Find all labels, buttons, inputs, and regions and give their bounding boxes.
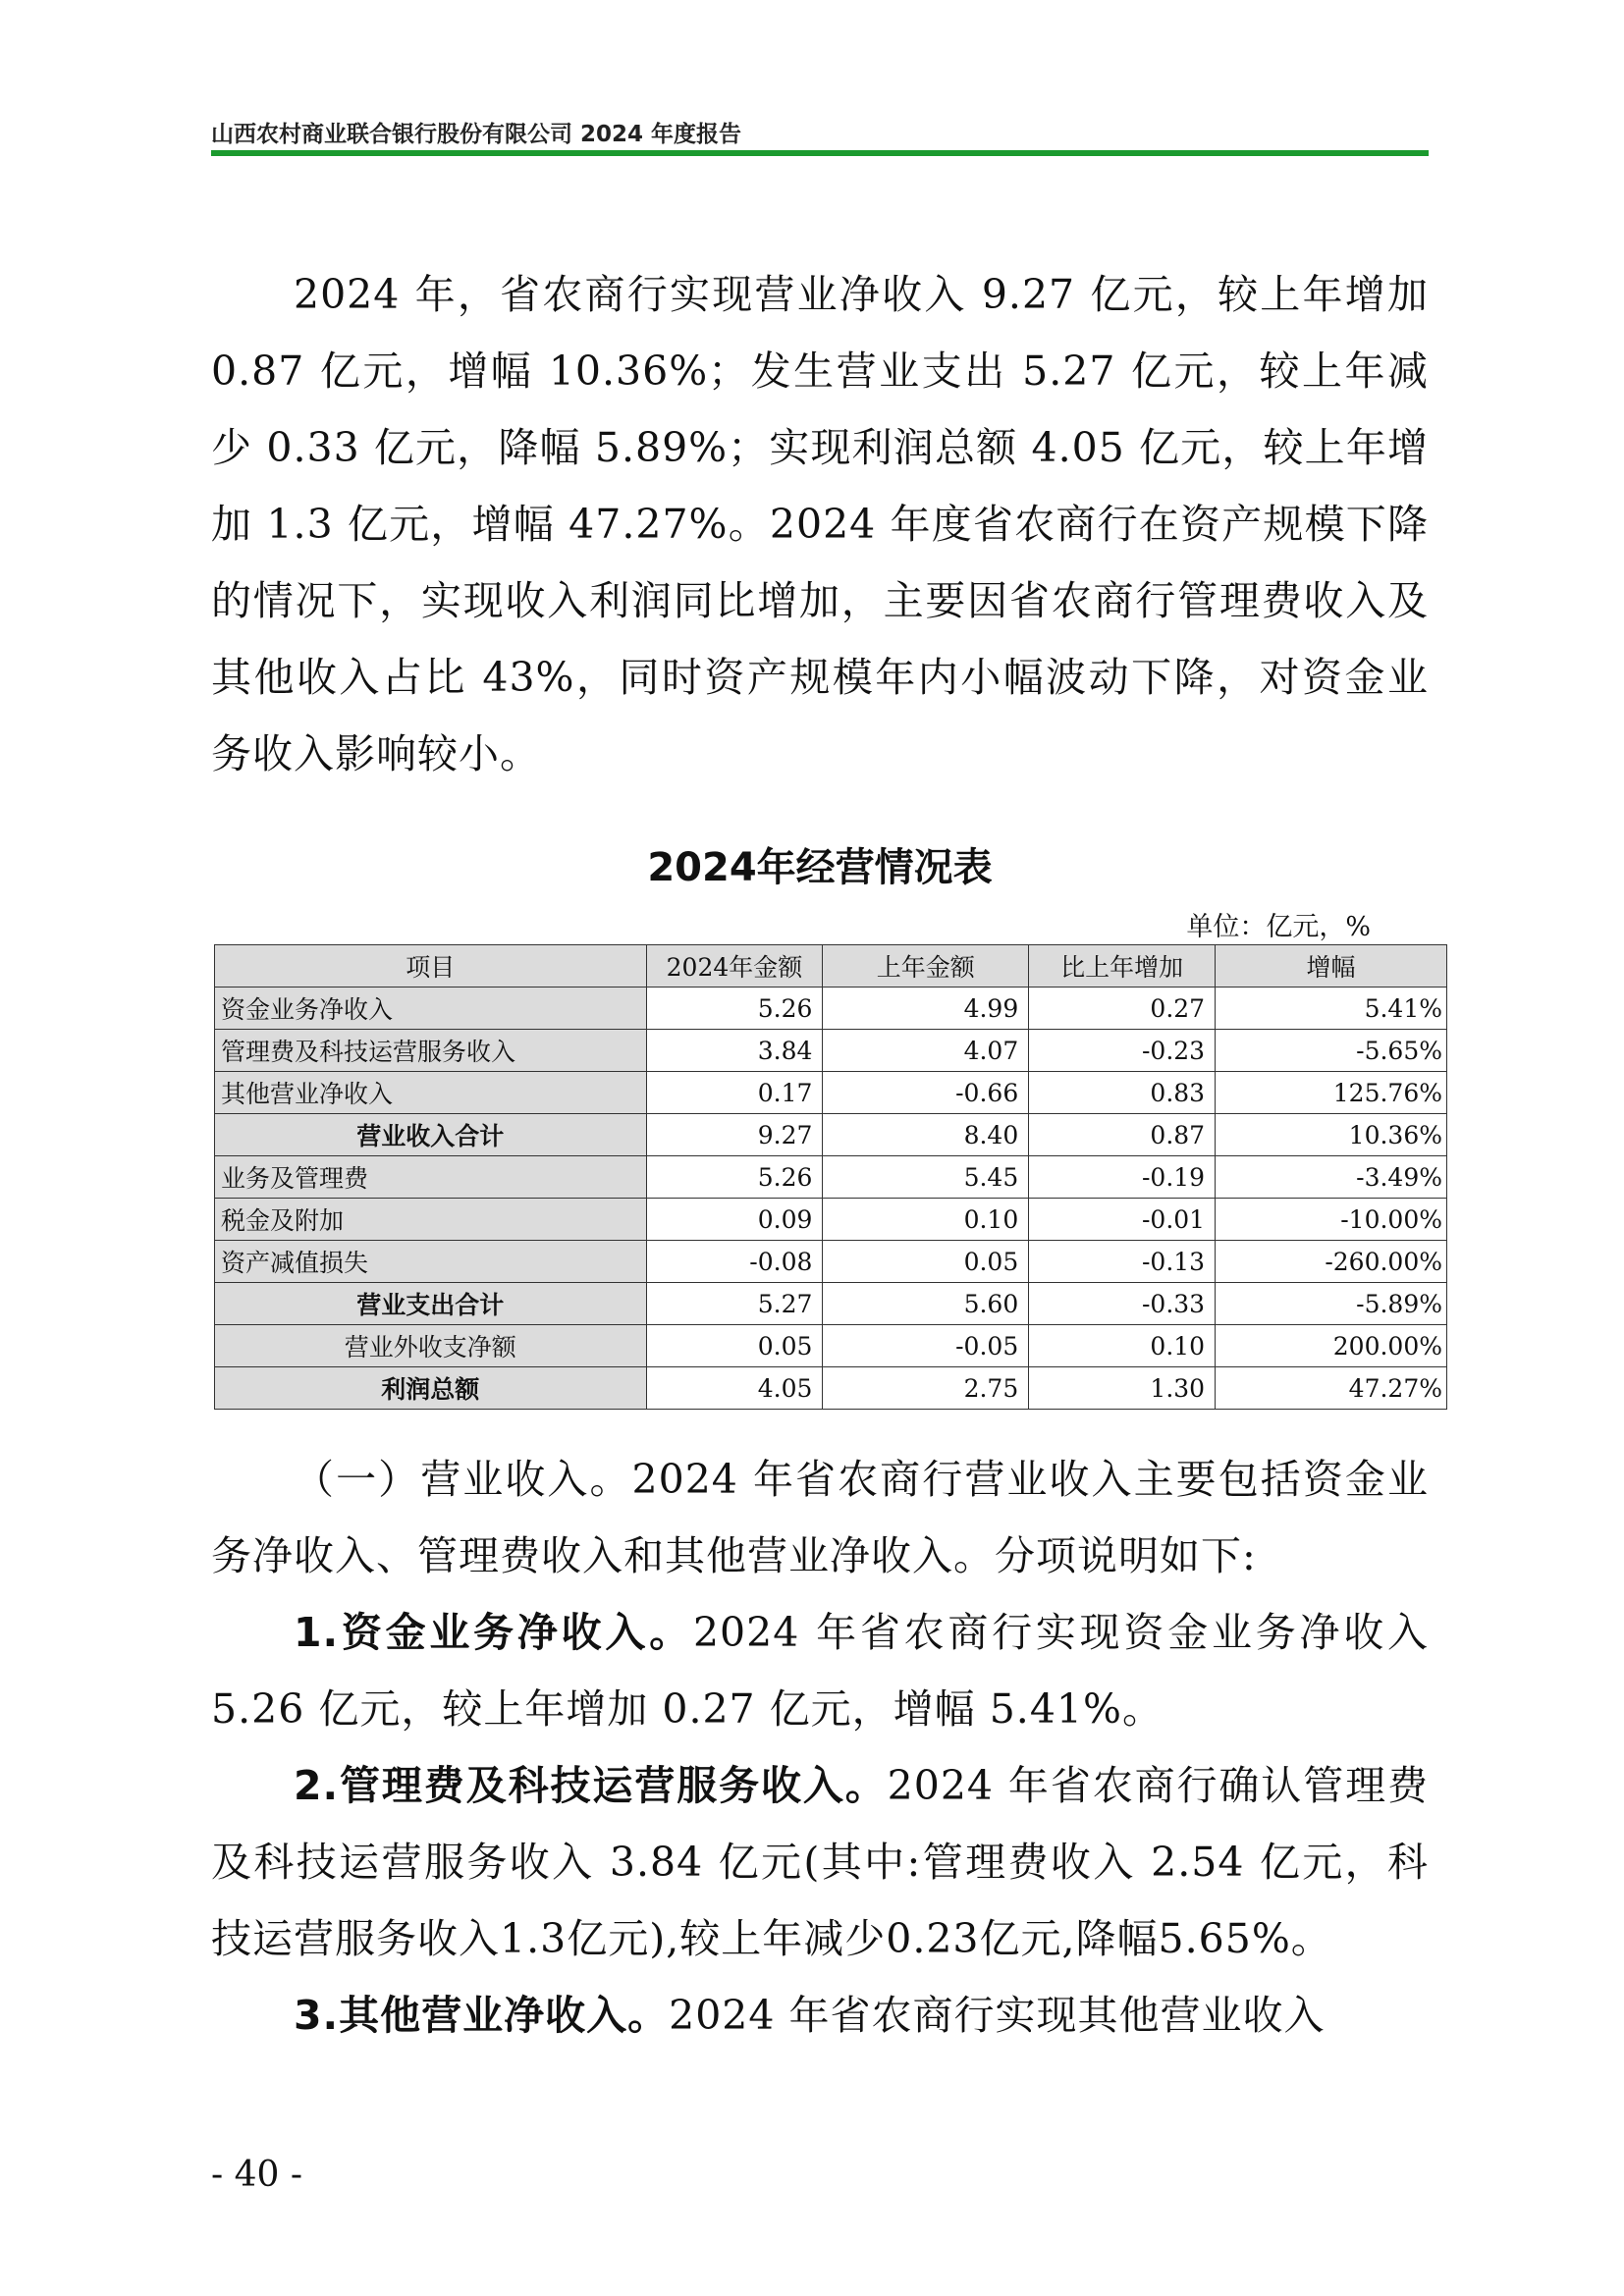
row-previous: -0.66 <box>823 1072 1029 1114</box>
row-current: 0.09 <box>646 1199 823 1241</box>
item-other-revenue <box>211 1977 1429 2054</box>
row-previous: 0.10 <box>823 1199 1029 1241</box>
row-item: 资金业务净收入 <box>215 988 647 1030</box>
intro-paragraph: 2024 年，省农商行实现营业净收入 9.27 亿元，较上年增加 0.87 亿元，增幅 10.36%；发生营业支出 5.27 亿元，较上年减少 0.33 亿元，降幅 5.89%；实现利润总额 4.05 亿元，较上年增加 1.3 亿元，增幅 47.27%。2024 年度省农商行在资产规模下降的情况下，实现收入利润同比增加，主要因省农商行管理费收入及其他收入占比 43%，同时资产规模年内小幅波动下降，对资金业务收入影响较小。 <box>211 271 1429 777</box>
report-header: 山西农村商业联合银行股份有限公司 2024 年度报告 <box>211 122 742 147</box>
row-pct: 5.41% <box>1216 988 1447 1030</box>
row-pct: 47.27% <box>1216 1367 1447 1410</box>
section-revenue-intro: （一）营业收入。2024 年省农商行营业收入主要包括资金业务净收入、管理费收入和其他营业净收入。分项说明如下: <box>211 1456 1429 1579</box>
row-diff: -0.23 <box>1029 1030 1216 1072</box>
item-fund-business <box>211 1594 1429 1747</box>
header-pct: 增幅 <box>1216 945 1447 988</box>
table-row <box>215 1325 1447 1367</box>
row-current: 5.27 <box>646 1283 823 1325</box>
row-previous: 4.99 <box>823 988 1029 1030</box>
header-item: 项目 <box>215 945 647 988</box>
row-previous: 2.75 <box>823 1367 1029 1410</box>
operating-table <box>214 944 1447 1410</box>
table-header-row <box>215 945 1447 988</box>
table-row <box>215 1072 1447 1114</box>
row-previous: 5.45 <box>823 1156 1029 1199</box>
row-item: 业务及管理费 <box>215 1156 647 1199</box>
row-pct: -3.49% <box>1216 1156 1447 1199</box>
row-current: 0.05 <box>646 1325 823 1367</box>
row-pct: 200.00% <box>1216 1325 1447 1367</box>
row-current: 5.26 <box>646 1156 823 1199</box>
page-number: - 40 - <box>211 2155 303 2195</box>
row-item: 营业收入合计 <box>215 1114 647 1156</box>
row-diff: 0.83 <box>1029 1072 1216 1114</box>
row-item: 税金及附加 <box>215 1199 647 1241</box>
item-heading: 3.其他营业净收入。 <box>294 1992 670 2039</box>
row-pct: -260.00% <box>1216 1241 1447 1283</box>
row-diff: 0.10 <box>1029 1325 1216 1367</box>
item-management-fee <box>211 1747 1429 1977</box>
table-title: 2024年经营情况表 <box>647 845 993 890</box>
row-pct: 125.76% <box>1216 1072 1447 1114</box>
row-diff: 0.87 <box>1029 1114 1216 1156</box>
table-row <box>215 1156 1447 1199</box>
row-diff: -0.01 <box>1029 1199 1216 1241</box>
table-row <box>215 988 1447 1030</box>
row-item: 其他营业净收入 <box>215 1072 647 1114</box>
row-pct: 10.36% <box>1216 1114 1447 1156</box>
item-heading: 2.管理费及科技运营服务收入。 <box>294 1762 888 1809</box>
table-row-total <box>215 1283 1447 1325</box>
header-diff: 比上年增加 <box>1029 945 1216 988</box>
table-row <box>215 1241 1447 1283</box>
row-pct: -5.65% <box>1216 1030 1447 1072</box>
row-current: -0.08 <box>646 1241 823 1283</box>
row-item: 资产减值损失 <box>215 1241 647 1283</box>
row-previous: -0.05 <box>823 1325 1029 1367</box>
row-pct: -5.89% <box>1216 1283 1447 1325</box>
row-current: 9.27 <box>646 1114 823 1156</box>
item-text: 2024 年省农商行确认管理费及科技运营服务收入 3.84 亿元(其中:管理费收入 2.54 亿元，科技运营服务收入1.3亿元),较上年减少0.23亿元,降幅5.65%。 <box>211 1762 1429 1962</box>
header-previous: 上年金额 <box>823 945 1029 988</box>
item-text: 2024 年省农商行实现资金业务净收入 5.26 亿元，较上年增加 0.27 亿元，增幅 5.41%。 <box>211 1609 1430 1733</box>
table-row-total <box>215 1367 1447 1410</box>
table-row-total <box>215 1114 1447 1156</box>
row-current: 4.05 <box>646 1367 823 1410</box>
row-item: 营业外收支净额 <box>215 1325 647 1367</box>
row-previous: 8.40 <box>823 1114 1029 1156</box>
row-diff: 1.30 <box>1029 1367 1216 1410</box>
row-item: 营业支出合计 <box>215 1283 647 1325</box>
row-diff: -0.33 <box>1029 1283 1216 1325</box>
header-rule <box>211 150 1429 156</box>
row-current: 3.84 <box>646 1030 823 1072</box>
row-diff: -0.19 <box>1029 1156 1216 1199</box>
item-text: 2024 年省农商行实现其他营业收入 <box>669 1992 1326 2039</box>
row-previous: 5.60 <box>823 1283 1029 1325</box>
row-diff: 0.27 <box>1029 988 1216 1030</box>
row-previous: 0.05 <box>823 1241 1029 1283</box>
header-current: 2024年金额 <box>646 945 823 988</box>
table-unit: 单位：亿元，% <box>1186 912 1371 942</box>
row-diff: -0.13 <box>1029 1241 1216 1283</box>
row-pct: -10.00% <box>1216 1199 1447 1241</box>
row-previous: 4.07 <box>823 1030 1029 1072</box>
row-item: 利润总额 <box>215 1367 647 1410</box>
table-row <box>215 1199 1447 1241</box>
row-item: 管理费及科技运营服务收入 <box>215 1030 647 1072</box>
table-row <box>215 1030 1447 1072</box>
row-current: 5.26 <box>646 988 823 1030</box>
row-current: 0.17 <box>646 1072 823 1114</box>
item-heading: 1.资金业务净收入。 <box>294 1609 693 1656</box>
